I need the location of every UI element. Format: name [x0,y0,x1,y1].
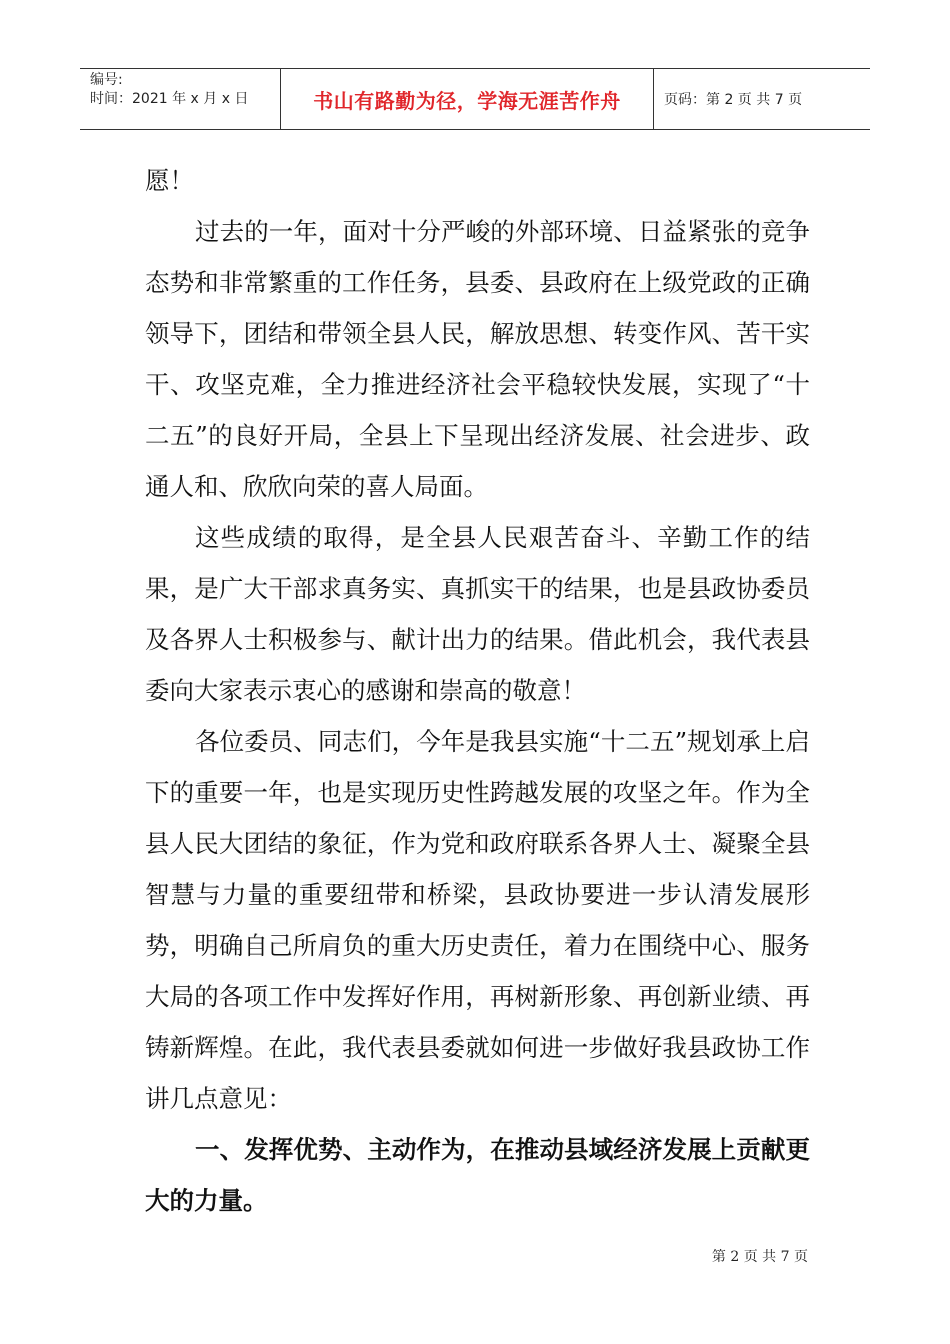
header-number-label: 编号: [90,72,123,88]
document-body [145,155,810,1226]
document-header [80,68,870,130]
paragraph-continuation: 愿！ [145,166,194,195]
header-page-info: 页码：第 2 页 共 7 页 [664,92,803,108]
section-heading-1: 一、发挥优势、主动作为，在推动县域经济发展上贡献更大的力量。 [145,1135,810,1215]
paragraph-past-year: 过去的一年，面对十分严峻的外部环境、日益紧张的竞争态势和非常繁重的工作任务，县委、县政府在上级党政的正确领导下，团结和带领全县人民，解放思想、转变作风、苦干实干、攻坚克难，全力推进经济社会平稳较快发展，实现了“十二五”的良好开局，全县上下呈现出经济发展、社会进步、政通人和、欣欣向荣的喜人局面。 [145,217,810,501]
page-footer: 第 2 页 共 7 页 [711,1249,808,1265]
paragraph-achievements: 这些成绩的取得，是全县人民艰苦奋斗、辛勤工作的结果，是广大干部求真务实、真抓实干的结果，也是县政协委员及各界人士积极参与、献计出力的结果。借此机会，我代表县委向大家表示衷心的感谢和崇高的敬意！ [145,523,810,705]
paragraph-this-year: 各位委员、同志们，今年是我县实施“十二五”规划承上启下的重要一年，也是实现历史性跨越发展的攻坚之年。作为全县人民大团结的象征，作为党和政府联系各界人士、凝聚全县智慧与力量的重要纽带和桥梁，县政协要进一步认清发展形势，明确自己所肩负的重大历史责任，着力在围绕中心、服务大局的各项工作中发挥好作用，再树新形象、再创新业绩、再铸新辉煌。在此，我代表县委就如何进一步做好我县政协工作讲几点意见： [145,727,810,1113]
header-motto: 书山有路勤为径，学海无涯苦作舟 [281,69,654,129]
header-date-label: 时间：2021 年 x 月 x 日 [90,91,249,107]
header-meta [80,69,281,129]
